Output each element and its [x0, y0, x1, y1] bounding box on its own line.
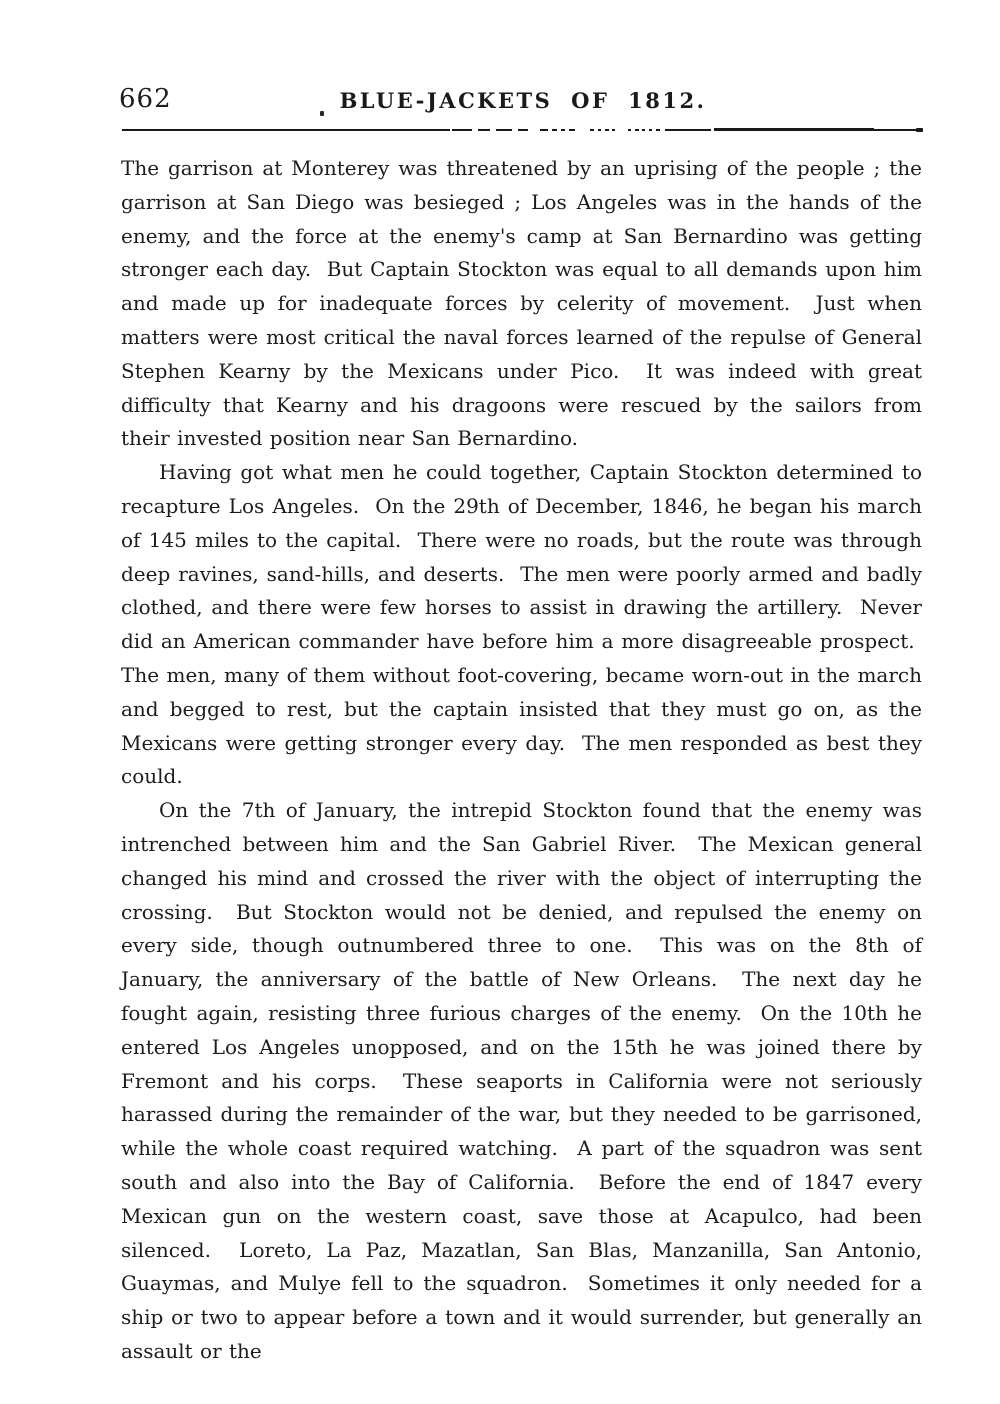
ink-speck [320, 111, 324, 116]
paragraph-3: On the 7th of January, the intrepid Stockton found that the enemy was intrenched between him and the San Gabriel River. The Mexican general changed his mind and crossed the river with the object of interrupting the crossing. But Stockton would not be denied, and repulsed the enemy on every side, though outnumbered three to one. This was on the 8th of January, the anniversary of the battle of New Orleans. The next day he fought again, resisting three furious charges of the enemy. On the 10th he entered Los Angeles unopposed, and on the 15th he was joined there by Fremont and his corps. These seaports in California were not seriously harassed during the remainder of the war, but they needed to be garrisoned, while the whole coast required watching. A part of the squadron was sent south and also into the Bay of California. Before the end of 1847 every Mexican gun on the western coast, save those at Acapulco, had been silenced. Loreto, La Paz, Mazatlan, San Blas, Manzanilla, San Antonio, Guaymas, and Mulye fell to the squadron. Sometimes it only needed for a ship or two to appear before a town and it would surrender, but generally an assault or the [121, 798, 922, 1363]
rule-segment [605, 129, 609, 131]
rule-segment [635, 129, 639, 131]
rule-segment [478, 129, 490, 131]
running-title: BLUE-JACKETS OF 1812. [339, 88, 707, 113]
rule-segment [642, 129, 645, 131]
rule-segment [598, 129, 601, 131]
rule-segment [649, 129, 652, 131]
rule-segment [552, 129, 557, 131]
rule-segment [569, 129, 575, 131]
rule-segment [561, 129, 565, 131]
rule-segment [656, 129, 660, 131]
rule-segment [540, 129, 548, 131]
rule-segment [518, 129, 528, 131]
rule-segment [612, 129, 615, 131]
paragraph-1: The garrison at Monterey was threatened by an uprising of the people ; the garrison at San Diego was besieged ; Los Angeles was in the hands of the enemy, and the force at the enemy's camp at San Bernardino was getting stronger each day. But Captain Stockton was equal to all demands upon him and made up for inadequate forces by celerity of movement. Just when matters were most critical the naval forces learned of the repulse of General Stephen Kearny by the Mexicans under Pico. It was indeed with great difficulty that Kearny and his dragoons were rescued by the sailors from their invested position near San Bernardino. [121, 156, 922, 451]
rule-segment [874, 129, 918, 131]
rule-segment [714, 128, 874, 131]
page-body [121, 152, 922, 1369]
rule-segment [665, 129, 711, 131]
header-rule [120, 128, 924, 134]
rule-segment [590, 129, 594, 131]
rule-segment [452, 129, 472, 131]
rule-segment [496, 129, 512, 131]
page-number: 662 [119, 84, 172, 114]
rule-segment [628, 129, 631, 131]
paragraph-2: Having got what men he could together, Captain Stockton determined to recapture Los Angeles. On the 29th of December, 1846, he began his march of 145 miles to the capital. There were no roads, but the route was through deep ravines, sand-hills, and deserts. The men were poorly armed and badly clothed, and there were few horses to assist in drawing the artillery. Never did an American commander have before him a more disagreeable prospect. The men, many of them without foot-covering, became worn-out in the march and begged to rest, but the captain insisted that they must go on, as the Mexicans were getting stronger every day. The men responded as best they could. [121, 460, 922, 789]
rule-segment [122, 129, 450, 131]
rule-segment [916, 128, 923, 132]
